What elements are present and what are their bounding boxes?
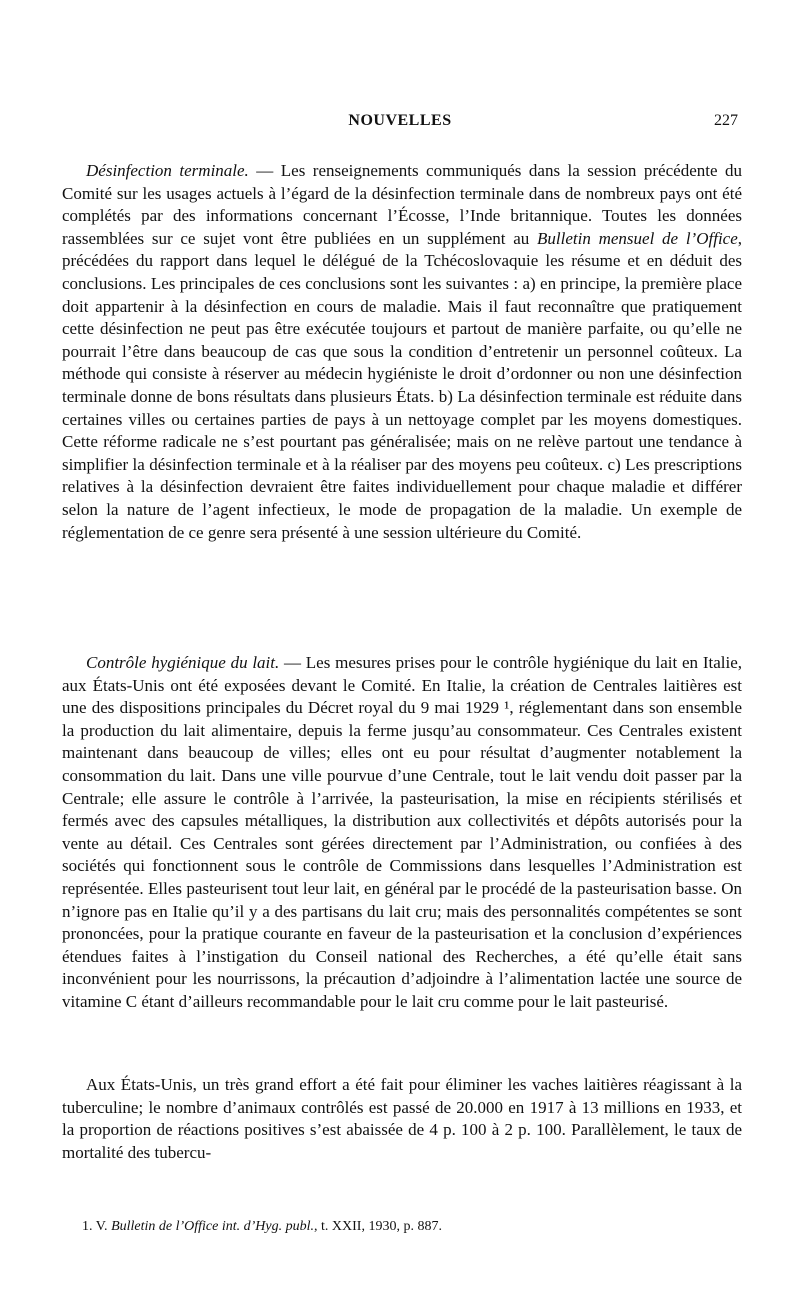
footnote-journal: Bulletin de l’Office int. d’Hyg. publ.	[111, 1219, 315, 1234]
paragraph-text: — Les renseignements communiqués dans la session précédente du Comité sur les usages actuels à l’égard de la désinfection terminale dans de nombreux pays ont été complétés par des informations concernant l’Écosse, l’Inde britannique. Toutes les données rassemblées sur ce sujet vont être publiées en un supplément au	[62, 161, 742, 248]
paragraph-controle-lait	[62, 652, 742, 1014]
paragraph-text: — Les mesures prises pour le contrôle hygiénique du lait en Italie, aux États-Unis ont été exposées devant le Comité. En Italie, la création de Centrales laitières est une des dispositions principales du Décret royal du 9 mai 1929 ¹, réglementant dans son ensemble la production du lait alimentaire, depuis la ferme jusqu’au consommateur. Ces Centrales existent maintenant dans beaucoup de villes; elles ont eu pour résultat d’augmenter notablement la consommation du lait. Dans une ville pourvue d’une Centrale, tout le lait vendu doit passer par la Centrale; elle assure le contrôle à l’arrivée, la pasteurisation, la mise en récipients stérilisés et fermés avec des capsules métalliques, la distribution aux collectivités et dépôts autorisés pour la vente au détail. Ces Centrales sont gérées directement par l’Administration, ou confiées à des sociétés qui fonctionnent sous le contrôle de Commissions dans lesquelles l’Administration est représentée. Elles pasteurisent tout leur lait, en général par le procédé de la pasteurisation basse. On n’ignore pas en Italie qu’il y a des partisans du lait cru; mais des personnalités compétentes se sont prononcées, pour la pratique courante en faveur de la pasteurisation et la conclusion d’expériences étendues faites à l’instigation du Conseil national des Recherches, a été qu’elle était sans inconvénient pour les nourrissons, la précaution d’adjoindre à l’alimentation lactée une source de vitamine C étant d’ailleurs recommandable pour le lait cru comme pour le lait pasteurisé.	[62, 653, 743, 1011]
footnote-marker: 1. V.	[82, 1219, 112, 1234]
paragraph-text: , précédées du rapport dans lequel le délégué de la Tchécoslovaquie les résume et en déduit des conclusions. Les principales de ces conclusions sont les suivantes : a) en principe, la première place doit appartenir à la désinfection en cours de maladie. Mais il faut reconnaître que pratiquement cette désinfection ne peut pas être exécutée toujours et partout de manière parfaite, ou qu’elle ne pourrait l’être dans beaucoup de cas que sous la condition d’entretenir un personnel coûteux. La méthode qui consiste à réserver au médecin hygiéniste le droit d’ordonner ou non une désinfection terminale donne de bons résultats dans plusieurs États. b) La désinfection terminale est réduite dans certaines villes ou certaines parties de pays à un nettoyage complet par les moyens domestiques. Cette réforme radicale ne s’est pourtant pas généralisée; mais on ne relève partout une tendance à simplifier la désinfection terminale et à la réaliser par des moyens peu coûteux. c) Les prescriptions relatives à la désinfection devraient être faites individuellement pour chaque maladie et différer selon la nature de l’agent infectieux, le mode de propagation de la maladie. Un exemple de réglementation de ce genre sera présenté à une session ultérieure du Comité.	[62, 228, 743, 542]
page-number: 227	[714, 112, 738, 129]
paragraph-etats-unis: Aux États-Unis, un très grand effort a été fait pour éliminer les vaches laitières réagissant à la tuberculine; le nombre d’animaux contrôlés est passé de 20.000 en 1917 à 13 millions en 1933, et la proportion de réactions positives s’est abaissée de 4 p. 100 à 2 p. 100. Parallèlement, le taux de mortalité des tubercu-	[62, 1075, 742, 1162]
footnote	[82, 1218, 742, 1236]
journal-title: Bulletin mensuel de l’Office	[537, 228, 738, 248]
footnote-reference: , t. XXII, 1930, p. 887.	[314, 1219, 442, 1234]
section-heading-desinfection: Désinfection terminale.	[86, 161, 249, 180]
paragraph-desinfection-terminale	[62, 160, 742, 544]
running-header-title: NOUVELLES	[348, 112, 452, 129]
section-heading-controle-lait: Contrôle hygiénique du lait.	[86, 653, 280, 672]
